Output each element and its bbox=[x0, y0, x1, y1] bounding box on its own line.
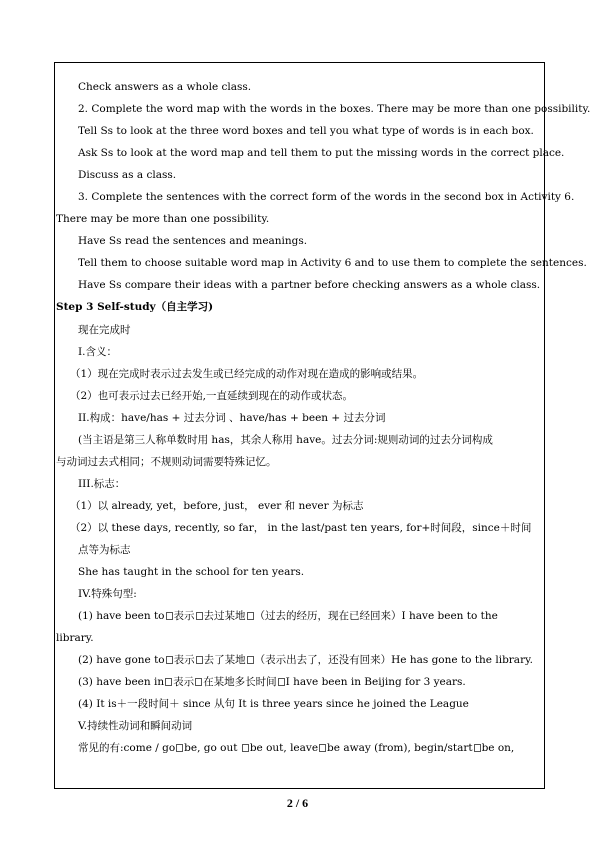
text-segment: (3) have been in bbox=[78, 676, 165, 688]
placeholder-box-icon bbox=[247, 612, 254, 620]
text-segment: be away (from), begin/start bbox=[327, 742, 473, 754]
text-line: (当主语是第三人称单数时用 has，其余人称用 have。过去分词:规则动词的过去分词构成 bbox=[78, 434, 493, 446]
page-number: 2 / 6 bbox=[286, 796, 309, 810]
section-heading: Step 3 Self-study（自主学习) bbox=[56, 301, 214, 313]
text-line: 3. Complete the sentences with the correct form of the words in the second box in Activity 6. bbox=[78, 191, 575, 203]
text-segment: 常见的有:come / go bbox=[78, 742, 176, 754]
text-line: 现在完成时 bbox=[78, 324, 131, 336]
placeholder-box-icon bbox=[474, 744, 481, 752]
placeholder-box-icon bbox=[166, 656, 173, 664]
placeholder-box-icon bbox=[195, 678, 202, 686]
text-line: （2）以 these days, recently, so far， in the last/past ten years, for+时间段，since＋时间 bbox=[70, 522, 532, 534]
text-segment: 去了某地 bbox=[203, 654, 246, 666]
placeholder-box-icon bbox=[278, 678, 285, 686]
text-line: Tell Ss to look at the three word boxes and tell you what type of words is in each box. bbox=[78, 125, 534, 137]
text-line: V.持续性动词和瞬间动词 bbox=[78, 720, 193, 732]
text-line bbox=[56, 653, 543, 667]
placeholder-box-icon bbox=[196, 656, 203, 664]
text-line: library. bbox=[56, 632, 94, 644]
text-line: （1）现在完成时表示过去发生或已经完成的动作对现在造成的影响或结果。 bbox=[70, 368, 424, 380]
text-line: Have Ss compare their ideas with a partner before checking answers as a whole class. bbox=[78, 279, 541, 291]
text-segment: (1) have been to bbox=[78, 610, 165, 622]
placeholder-box-icon bbox=[176, 744, 183, 752]
text-line: 2. Complete the word map with the words in the boxes. There may be more than one possibility. bbox=[78, 103, 591, 115]
text-line: Tell them to choose suitable word map in Activity 6 and to use them to complete the sentences. bbox=[78, 257, 587, 269]
text-line: Ask Ss to look at the word map and tell them to put the missing words in the correct place. bbox=[78, 147, 565, 159]
text-segment: （表示出去了，还没有回来）He has gone to the library. bbox=[254, 654, 533, 666]
text-segment: 去过某地 bbox=[203, 610, 246, 622]
text-line: II.构成：have/has + 过去分词 、have/has + been + 过去分词 bbox=[78, 412, 386, 424]
text-segment: （过去的经历，现在已经回来）I have been to the bbox=[254, 610, 498, 622]
text-segment: be out, leave bbox=[249, 742, 319, 754]
text-line: （1）以 already, yet，before, just， ever 和 never 为标志 bbox=[70, 500, 364, 512]
text-segment: be, go out bbox=[184, 742, 241, 754]
text-line: 点等为标志 bbox=[78, 544, 131, 556]
text-line: She has taught in the school for ten years. bbox=[78, 566, 305, 578]
text-line bbox=[56, 741, 543, 755]
text-line: Have Ss read the sentences and meanings. bbox=[78, 235, 308, 247]
text-line: (4) It is＋一段时间＋ since 从句 It is three years since he joined the League bbox=[78, 698, 469, 710]
text-segment: 表示 bbox=[173, 610, 195, 622]
text-line: There may be more than one possibility. bbox=[56, 213, 270, 225]
text-line: IV.特殊句型: bbox=[78, 588, 137, 600]
text-line bbox=[56, 609, 543, 623]
placeholder-box-icon bbox=[165, 678, 172, 686]
placeholder-box-icon bbox=[196, 612, 203, 620]
placeholder-box-icon bbox=[319, 744, 326, 752]
text-segment: 表示 bbox=[173, 676, 195, 688]
text-segment: (2) have gone to bbox=[78, 654, 165, 666]
text-line: Discuss as a class. bbox=[78, 169, 177, 181]
text-line: I.含义： bbox=[78, 346, 117, 358]
text-segment: 在某地多长时间 bbox=[203, 676, 277, 688]
text-line: （2）也可表示过去已经开始,一直延续到现在的动作或状态。 bbox=[70, 390, 354, 402]
text-line: 与动词过去式相同；不规则动词需要特殊记忆。 bbox=[56, 456, 277, 468]
text-line: III.标志： bbox=[78, 478, 126, 490]
text-segment: be on, bbox=[481, 742, 515, 754]
placeholder-box-icon bbox=[166, 612, 173, 620]
text-segment: I have been in Beijing for 3 years. bbox=[285, 676, 466, 688]
text-segment: 表示 bbox=[173, 654, 195, 666]
placeholder-box-icon bbox=[247, 656, 254, 664]
text-line bbox=[56, 675, 543, 689]
placeholder-box-icon bbox=[242, 744, 249, 752]
text-line: Check answers as a whole class. bbox=[78, 81, 252, 93]
